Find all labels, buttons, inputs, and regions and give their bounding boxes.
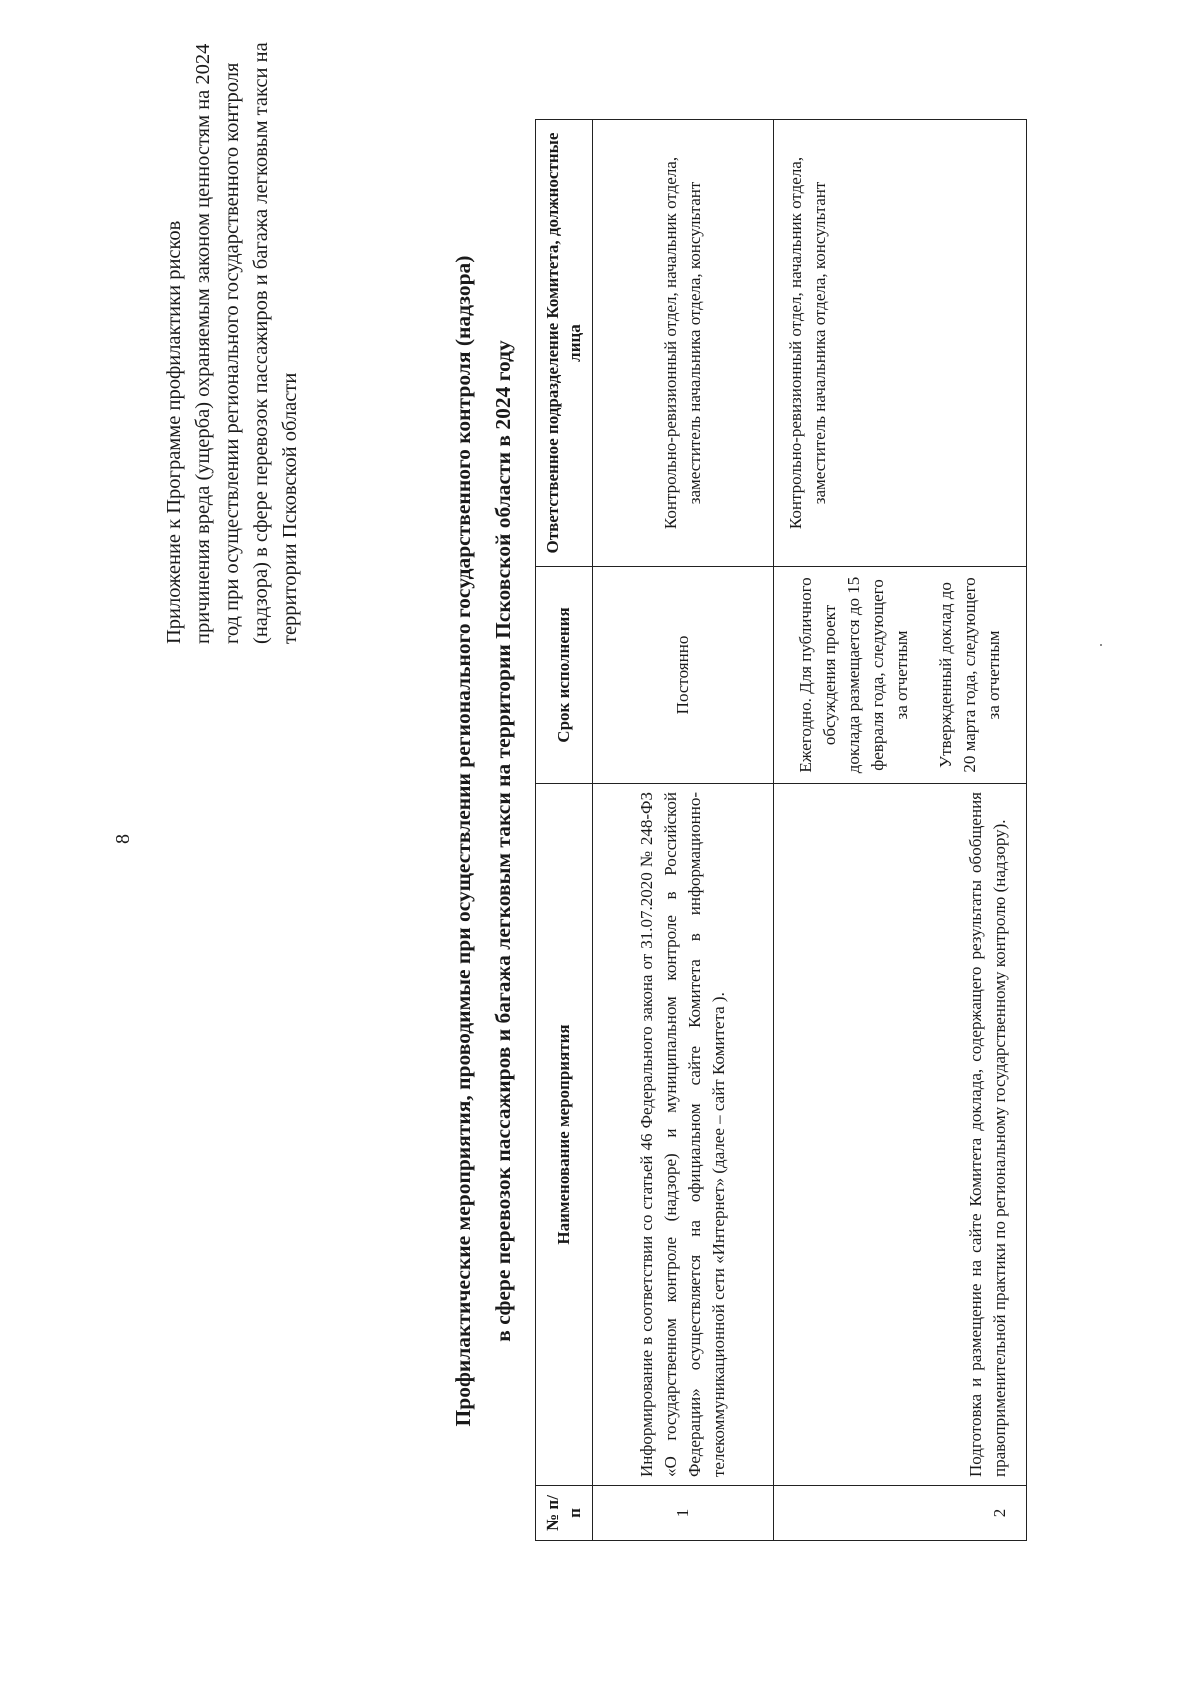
title-line-2: в сфере перевозок пассажиров и багажа легковым такси на территории Псковской области в 2024 году [491, 340, 515, 1342]
row-resp: Контрольно-ревизионный отдел, начальник отдела, заместитель начальника отдела, консультант [774, 120, 1027, 567]
page-number: 8 [112, 834, 134, 844]
row-num: 2 [774, 1486, 1027, 1541]
document-title [448, 146, 518, 1536]
row-resp: Контрольно-ревизионный отдел, начальник отдела, заместитель начальника отдела, консультант [593, 120, 774, 567]
row-term-text-2: Утвержденный доклад до 20 марта года, следующего за отчетным [936, 577, 1003, 773]
row-num: 1 [593, 1486, 774, 1541]
row-name: Информирование в соответствии со статьей 46 Федерального закона от 31.07.2020 № 248-ФЗ «О государственном контроле (надзоре) и муниципальном контроле в Российской Федерации» осуществляется на официальном сайте Комитета в информационно-телекоммуникационной сети «Интернет» (далее – сайт Комитета ). [593, 784, 774, 1486]
annex-line-2: причинения вреда (ущерба) охраняемым законом ценностям на 2024 год при осуществлении регионального государственного контроля (надзора) в сфере перевозок пассажиров и багажа легковым такси на территории Псковской области [192, 42, 301, 644]
header-name: Наименование мероприятия [536, 784, 593, 1486]
table-header-row [536, 120, 593, 1541]
header-num: № п/п [536, 1486, 593, 1541]
annex-note [160, 24, 305, 644]
row-term [593, 567, 774, 784]
row-term [774, 567, 1027, 784]
measures-table [535, 119, 1027, 1541]
header-term: Срок исполнения [536, 567, 593, 784]
table-row [774, 120, 1027, 1541]
table-row [593, 120, 774, 1541]
row-term-text-1: Ежегодно. Для публичного обсуждения проект доклада размещается до 15 февраля года, следующего за отчетным [796, 576, 911, 774]
annex-line-1: Приложение к Программе профилактики рисков [163, 220, 185, 644]
row-name: Подготовка и размещение на сайте Комитета доклада, содержащего результаты обобщения правоприменительной практики по региональному государственному контролю (надзору). [774, 784, 1027, 1486]
header-resp: Ответственное подразделение Комитета, должностные лица [536, 120, 593, 567]
scan-speck [1100, 644, 1102, 646]
title-line-1: Профилактические мероприятия, проводимые при осуществлении регионального государственного контроля (надзора) [451, 255, 475, 1427]
row-term-text: Постоянно [673, 635, 692, 715]
